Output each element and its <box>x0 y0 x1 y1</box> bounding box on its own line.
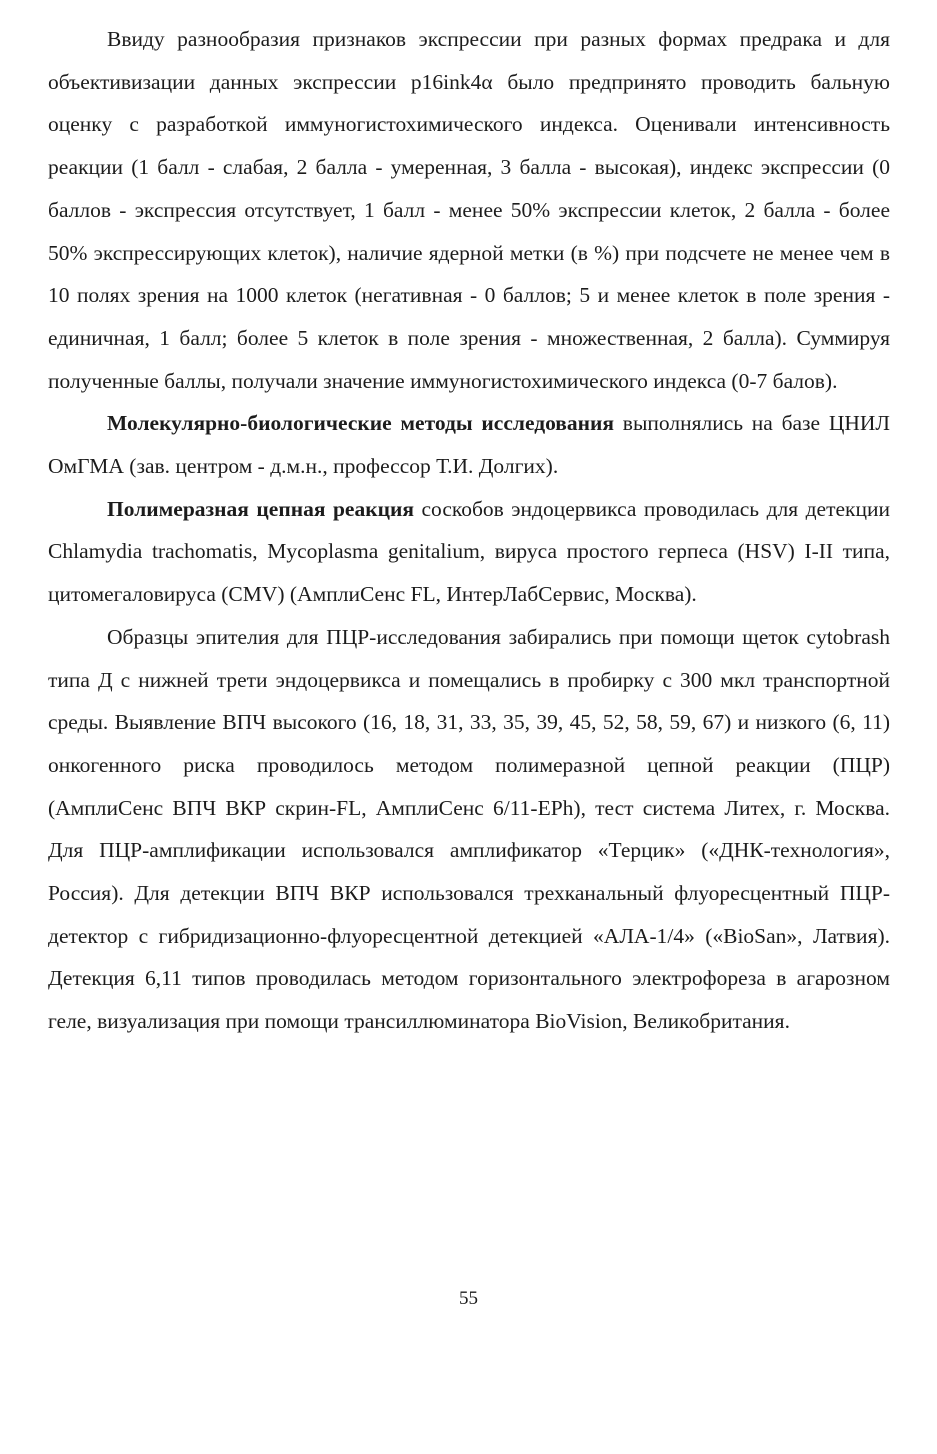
paragraph-molecular-methods <box>48 402 890 487</box>
paragraph-text: Образцы эпителия для ПЦР-исследования забирались при помощи щеток cytobrash типа Д с нижней трети эндоцервикса и помещались в пробирку с 300 мкл транспортной среды. Выявление ВПЧ высокого (16, 18, 31, 33, 35, 39, 45, 52, 58, 59, 67) и низкого (6, 11) онкогенного риска проводилось методом полимеразной цепной реакции (ПЦР) (АмплиСенс ВПЧ ВКР скрин-FL, АмплиСенс 6/11-EPh), тест система Литех, г. Москва. Для ПЦР-амплификации использовался амплификатор «Терцик» («ДНК-технология», Россия). Для детекции ВПЧ ВКР использовался трехканальный флуоресцентный ПЦР-детектор с гибридизационно-флуоресцентной детекцией «АЛА-1/4» («BioSan», Латвия). Детекция 6,11 типов проводилась методом горизонтального электрофореза в агарозном геле, визуализация при помощи трансиллюминатора BioVision, Великобритания. <box>48 624 890 1034</box>
paragraph-text: выполнялись на базе ЦНИЛ ОмГМА (зав. центром - д.м.н., профессор Т.И. Долгих). <box>48 411 890 479</box>
document-page <box>48 18 890 1043</box>
paragraph-expression-scoring <box>48 18 890 402</box>
paragraph-text: Ввиду разнообразия признаков экспрессии при разных формах предрака и для объективизации данных экспрессии p16ink4α было предпринято проводить бальную оценку с разработкой иммуногистохимического индекса. Оценивали интенсивность реакции (1 балл - слабая, 2 балла - умеренная, 3 балла - высокая), индекс экспрессии (0 баллов - экспрессия отсутствует, 1 балл - менее 50% экспрессии клеток, 2 балла - более 50% экспрессирующих клеток), наличие ядерной метки (в %) при подсчете не менее чем в 10 полях зрения на 1000 клеток (негативная - 0 баллов; 5 и менее клеток в поле зрения - единичная, 1 балл; более 5 клеток в поле зрения - множественная, 2 балла). Суммируя полученные баллы, получали значение иммуногистохимического индекса (0-7 балов). <box>48 27 890 393</box>
paragraph-pcr <box>48 488 890 616</box>
paragraph-bold-lead: Молекулярно-биологические методы исследования <box>107 411 615 436</box>
page-number: 55 <box>459 1288 478 1309</box>
paragraph-bold-lead: Полимеразная цепная реакция <box>107 496 415 521</box>
paragraph-text: соскобов эндоцервикса проводилась для детекции Chlamydia trachomatis, Mycoplasma genitalium, вируса простого герпеса (HSV) I-II типа, цитомегаловируса (CMV) (АмплиСенс FL, ИнтерЛабСервис, Москва). <box>48 496 890 607</box>
paragraph-epithelium-samples <box>48 616 890 1043</box>
